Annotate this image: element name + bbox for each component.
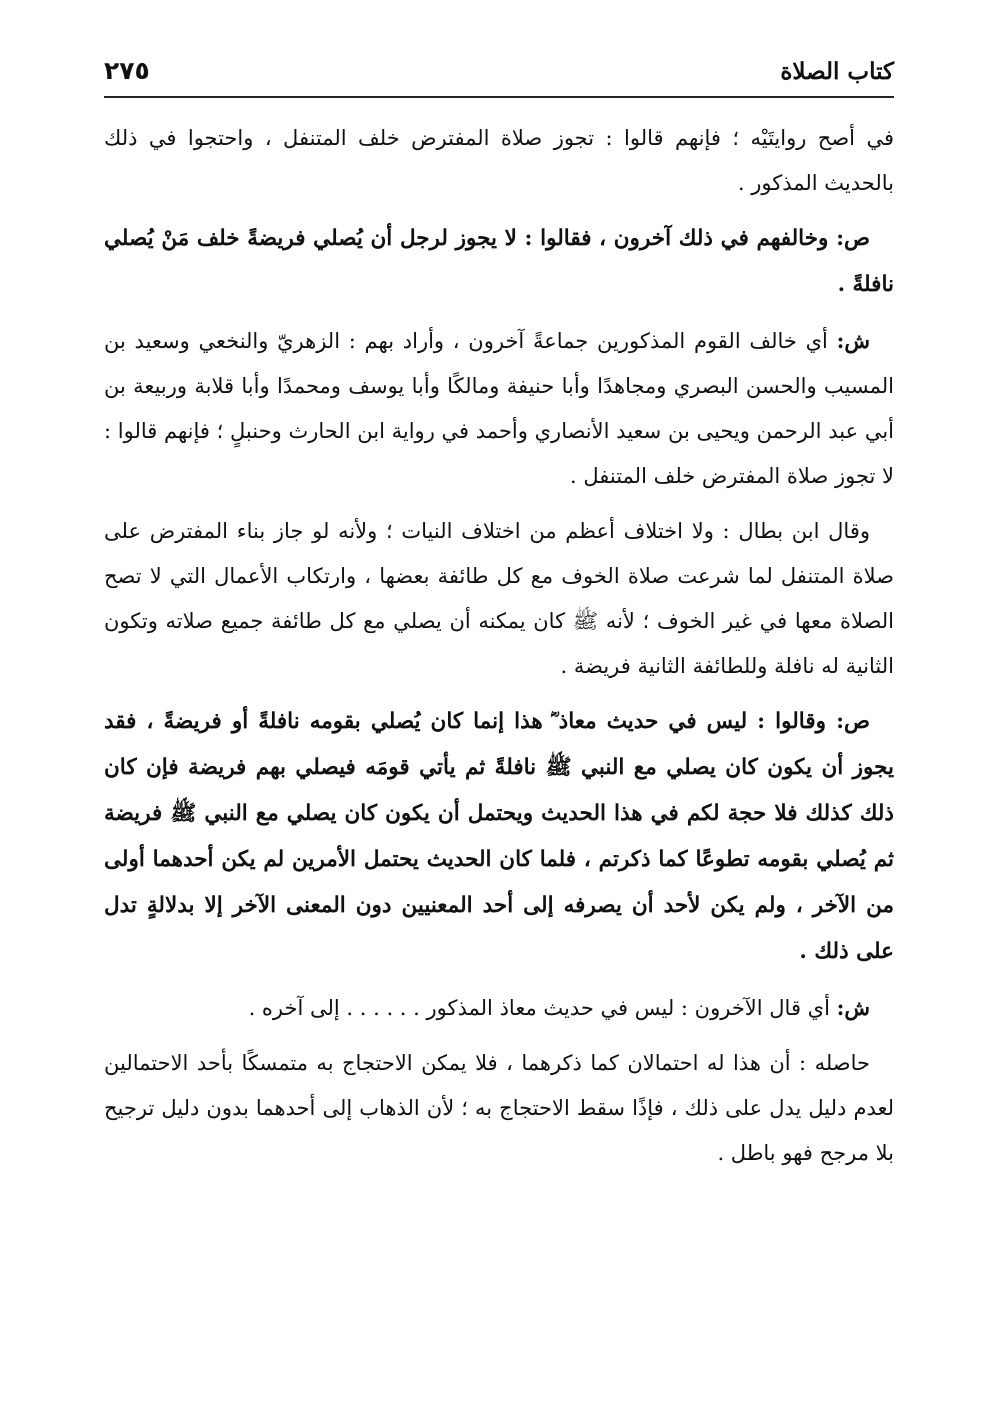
book-title: كتاب الصلاة (780, 58, 894, 85)
page-header (104, 52, 894, 98)
matn-marker: ص: (836, 709, 870, 734)
sharh-marker: ش: (836, 995, 870, 1020)
body-text (104, 116, 894, 1176)
paragraph-sharh (104, 318, 894, 499)
paragraph-text: وقال ابن بطال : ولا اختلاف أعظم من اختلاف النيات ؛ ولأنه لو جاز بناء المفترض على صلاة المتنفل لما شرعت صلاة الخوف مع كل طائفة بعضها ، وارتكاب الأعمال التي لا تصح الصلاة معها في غير الخوف ؛ لأنه ﷺ كان يمكنه أن يصلي مع كل طائفة جميع صلاته وتكون الثانية له نافلة وللطائفة الثانية فريضة . (104, 519, 894, 678)
sharh-marker: ش: (836, 328, 870, 353)
paragraph-text: أي قال الآخرون : ليس في حديث معاذ المذكور . . . . . . إلى آخره . (248, 996, 837, 1020)
paragraph-text: وخالفهم في ذلك آخرون ، فقالوا : لا يجوز لرجل أن يُصلي فريضةً خلف مَنْ يُصلي نافلةً . (104, 226, 894, 297)
paragraph-text: أي خالف القوم المذكورين جماعةً آخرون ، وأراد بهم : الزهريّ والنخعي وسعيد بن المسيب والحسن البصري ومجاهدًا وأبا حنيفة ومالكًا وأبا يوسف ومحمدًا وأبا قلابة وربيعة بن أبي عبد الرحمن ويحيى بن سعيد الأنصاري وأحمد في رواية ابن الحارث وحنبلٍ ؛ فإنهم قالوا : لا تجوز صلاة المفترض خلف المتنفل . (104, 329, 894, 488)
paragraph-matn (104, 699, 894, 975)
paragraph-text: حاصله : أن هذا له احتمالان كما ذكرهما ، فلا يمكن الاحتجاج به متمسكًا بأحد الاحتمالين لعدم دليل يدل على ذلك ، فإذًا سقط الاحتجاج به ؛ لأن الذهاب إلى أحدهما بدون دليل ترجيح بلا مرجح فهو باطل . (104, 1051, 894, 1165)
paragraph-commentary (104, 1041, 894, 1176)
paragraph-continuation (104, 116, 894, 206)
paragraph-text: وقالوا : ليس في حديث معاذ ؓ هذا إنما كان يُصلي بقومه نافلةً أو فريضةً ، فقد يجوز أن يكون كان يصلي مع النبي ﷺ نافلةً ثم يأتي قومَه فيصلي بهم فريضة فإن كان ذلك كذلك فلا حجة لكم في هذا الحديث ويحتمل أن يكون كان يصلي مع النبي ﷺ فريضة ثم يُصلي بقومه تطوعًا كما ذكرتم ، فلما كان الحديث يحتمل الأمرين لم يكن أحدهما أولى من الآخر ، ولم يكن لأحد أن يصرفه إلى أحد المعنيين دون المعنى الآخر إلا بدلالةٍ تدل على ذلك . (104, 709, 894, 964)
document-page (104, 52, 894, 1176)
paragraph-matn (104, 216, 894, 308)
paragraph-sharh (104, 985, 894, 1031)
paragraph-text: في أصح روايتَيْه ؛ فإنهم قالوا : تجوز صلاة المفترض خلف المتنفل ، واحتجوا في ذلك بالحديث المذكور . (104, 126, 894, 195)
paragraph-commentary (104, 509, 894, 689)
page-number: ٢٧٥ (104, 56, 150, 85)
matn-marker: ص: (836, 226, 870, 251)
